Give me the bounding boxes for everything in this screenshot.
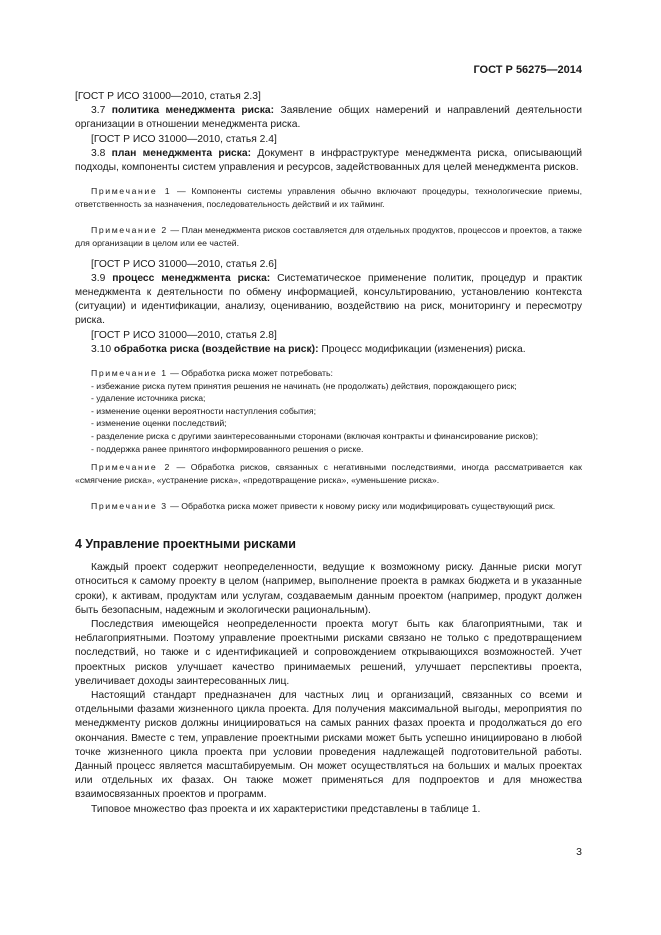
term-number: 3.9 (91, 272, 106, 284)
term-3-7 (75, 104, 582, 132)
list-item: - изменение оценки последствий; (91, 418, 227, 429)
note-text: — Обработка рисков, связанных с негативными последствиями, иногда рассматривается как «смягчение риска», «устранение риска», «предотвращение риска», «уменьшение риска». (75, 462, 582, 485)
term-title: план менеджмента риска: (111, 147, 252, 159)
term-number: 3.10 (91, 343, 112, 355)
reference: [ГОСТ Р ИСО 31000—2010, статья 2.3] (75, 91, 261, 102)
note-label: Примечание 1 (91, 368, 168, 379)
note-label: Примечание 3 (91, 501, 168, 512)
list-item: - удаление источника риска; (91, 393, 206, 404)
note-3-10-2 (75, 461, 582, 486)
paragraph: Каждый проект содержит неопределенности, ведущие к возможному риску. Данные риски могут относиться к самому проекту в целом (например, выполнение проекта в рамках бюджета и в указанные сроки), к активам, продуктам или услугам, создаваемым данным проектом (например, продукт должен быть безопасным, надежным и экологически рациональным). (75, 562, 582, 616)
list-item: - разделение риска с другими заинтересованными сторонами (включая контракты и финансирование рисков); (91, 430, 539, 441)
note-3-10-1 (75, 367, 582, 380)
note-3-10-3 (75, 500, 582, 513)
term-definition: Документ в инфраструктуре менеджмента риска, описывающий подходы, компоненты систем управления и ресурсов, задействованных для целей менеджмента рисков. (75, 147, 582, 174)
page-number: 3 (576, 846, 582, 858)
page-content (75, 90, 582, 817)
list-item: - изменение оценки вероятности наступления события; (91, 405, 317, 416)
reference: [ГОСТ Р ИСО 31000—2010, статья 2.4] (91, 133, 277, 145)
note-text: — План менеджмента рисков составляется для отдельных продуктов, процессов и проектов, а также для организации в целом или ее частей. (75, 225, 583, 248)
term-title: процесс менеджмента риска: (112, 272, 271, 284)
note-label: Примечание 2 (91, 225, 168, 236)
term-3-8 (75, 147, 582, 175)
term-title: обработка риска (воздействие на риск): (113, 343, 319, 355)
note-3-8-2 (75, 224, 582, 249)
term-number: 3.7 (91, 105, 106, 117)
reference: [ГОСТ Р ИСО 31000—2010, статья 2.6] (91, 258, 277, 270)
reference: [ГОСТ Р ИСО 31000—2010, статья 2.8] (91, 329, 277, 341)
note-text: — Компоненты системы управления обычно включают процедуры, технологические приемы, ответственность за назначения, последовательность действий и их тайминг. (75, 186, 583, 209)
document-id: ГОСТ Р 56275—2014 (473, 64, 582, 76)
paragraph: Настоящий стандарт предназначен для частных лиц и организаций, связанных со всеми и отдельными фазами жизненного цикла проекта. Для получения максимальной выгоды, мероприятия по менеджменту рисков должны инициироваться на самых ранних фазах проекта и продолжаться до его окончания. Вместе с тем, управление проектными рисками может быть успешно инициировано в любой точке жизненного цикла проекта при условии проведения надлежащей подготовительной работы. Данный процесс является масштабируемым. Он может осуществляться на больших и малых проектах или отдельных их фазах. Он также может применяться для подпроектов и для множества взаимосвязанных проектов и программ. (75, 689, 582, 801)
term-3-9 (75, 272, 582, 329)
note-text: — Обработка риска может привести к новому риску или модифицировать существующий риск. (167, 501, 556, 512)
section-heading: 4 Управление проектными рисками (75, 536, 296, 551)
note-label: Примечание 2 (91, 462, 171, 473)
term-definition: Процесс модификации (изменения) риска. (318, 343, 526, 355)
list-item: - избежание риска путем принятия решения не начинать (не продолжать) действия, порождающего риск; (91, 380, 517, 391)
note-text: — Обработка риска может потребовать: (167, 368, 333, 379)
term-definition: Систематическое применение политик, процедур и практик менеджмента к деятельности по обмену информацией, консультированию, установлению контекста (ситуации) и идентификации, анализу, оцениванию, воздействию на риск, мониторингу и пересмотру риска. (75, 272, 583, 327)
list-item: - поддержка ранее принятого информированного решения о риске. (91, 443, 364, 454)
term-title: политика менеджмента риска: (111, 105, 275, 117)
paragraph: Последствия имеющейся неопределенности проекта могут быть как благоприятными, так и неблагоприятными. Поэтому управление проектными рисками связано не только с предотвращением последствий, но также и с идентификацией и сопровождением открывающихся возможностей. Учет проектных рисков улучшает качество принимаемых решений, улучшает перспективы проекта, увеличивает доходы заинтересованных лиц. (75, 618, 582, 687)
note-label: Примечание 1 (91, 186, 172, 197)
term-definition: Заявление общих намерений и направлений деятельности организации в отношении менеджмента риска. (75, 105, 582, 131)
paragraph: Типовое множество фаз проекта и их характеристики представлены в таблице 1. (91, 803, 481, 815)
term-number: 3.8 (91, 147, 106, 159)
term-3-10 (75, 343, 582, 357)
note-3-8-1 (75, 185, 582, 210)
